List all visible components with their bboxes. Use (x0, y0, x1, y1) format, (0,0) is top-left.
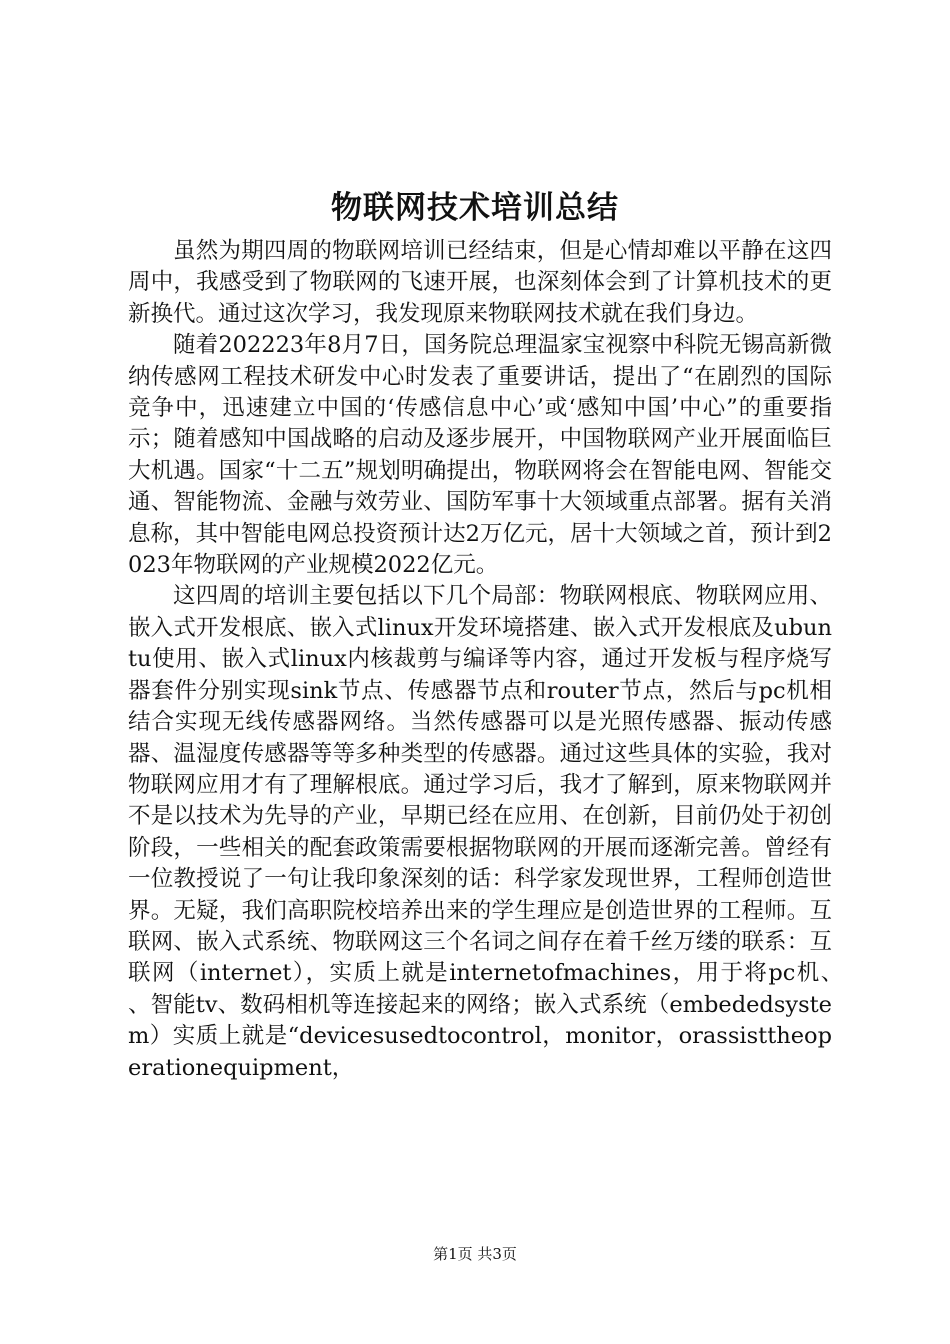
paragraph-2: 随着202223年8月7日，国务院总理温家宝视察中科院无锡高新微纳传感网工程技术研发中心时发表了重要讲话，提出了“在剧烈的国际竞争中，迅速建立中国的‘传感信息中心’或‘感知中国’中心”的重要指示；随着感知中国战略的启动及逐步展开，中国物联网产业开展面临巨大机遇。国家“十二五”规划明确提出，物联网将会在智能电网、智能交通、智能物流、金融与效劳业、国防军事十大领域重点部署。据有关消息称，其中智能电网总投资预计达2万亿元，居十大领域之首，预计到2023年物联网的产业规模2022亿元。 (128, 332, 832, 579)
document-body (128, 236, 878, 1084)
paragraph-3: 这四周的培训主要包括以下几个局部：物联网根底、物联网应用、嵌入式开发根底、嵌入式linux开发环境搭建、嵌入式开发根底及ubuntu使用、嵌入式linux内核裁剪与编译等内容，通过开发板与程序烧写器套件分别实现sink节点、传感器节点和router节点，然后与pc机相结合实现无线传感器网络。当然传感器可以是光照传感器、振动传感器、温湿度传感器等等多种类型的传感器。通过这些具体的实验，我对物联网应用才有了理解根底。通过学习后，我才了解到，原来物联网并不是以技术为先导的产业，早期已经在应用、在创新，目前仍处于初创阶段，一些相关的配套政策需要根据物联网的开展而逐渐完善。曾经有一位教授说了一句让我印象深刻的话：科学家发现世界，工程师创造世界。无疑，我们高职院校培养出来的学生理应是创造世界的工程师。互联网、嵌入式系统、物联网这三个名词之间存在着千丝万缕的联系：互联网（internet），实质上就是internetofmachines，用于将pc机、 、智能tv、数码相机等连接起来的网络；嵌入式系统（embededsystem）实质上就是“devicesusedtocontrol，monitor，orassisttheoperationequipment， (128, 583, 878, 1081)
document-title: 物联网技术培训总结 (331, 190, 619, 226)
page-footer: 第1页 共3页 (433, 1245, 517, 1263)
paragraph-1: 虽然为期四周的物联网培训已经结束，但是心情却难以平静在这四周中，我感受到了物联网的飞速开展，也深刻体会到了计算机技术的更新换代。通过这次学习，我发现原来物联网技术就在我们身边。 (128, 238, 832, 327)
